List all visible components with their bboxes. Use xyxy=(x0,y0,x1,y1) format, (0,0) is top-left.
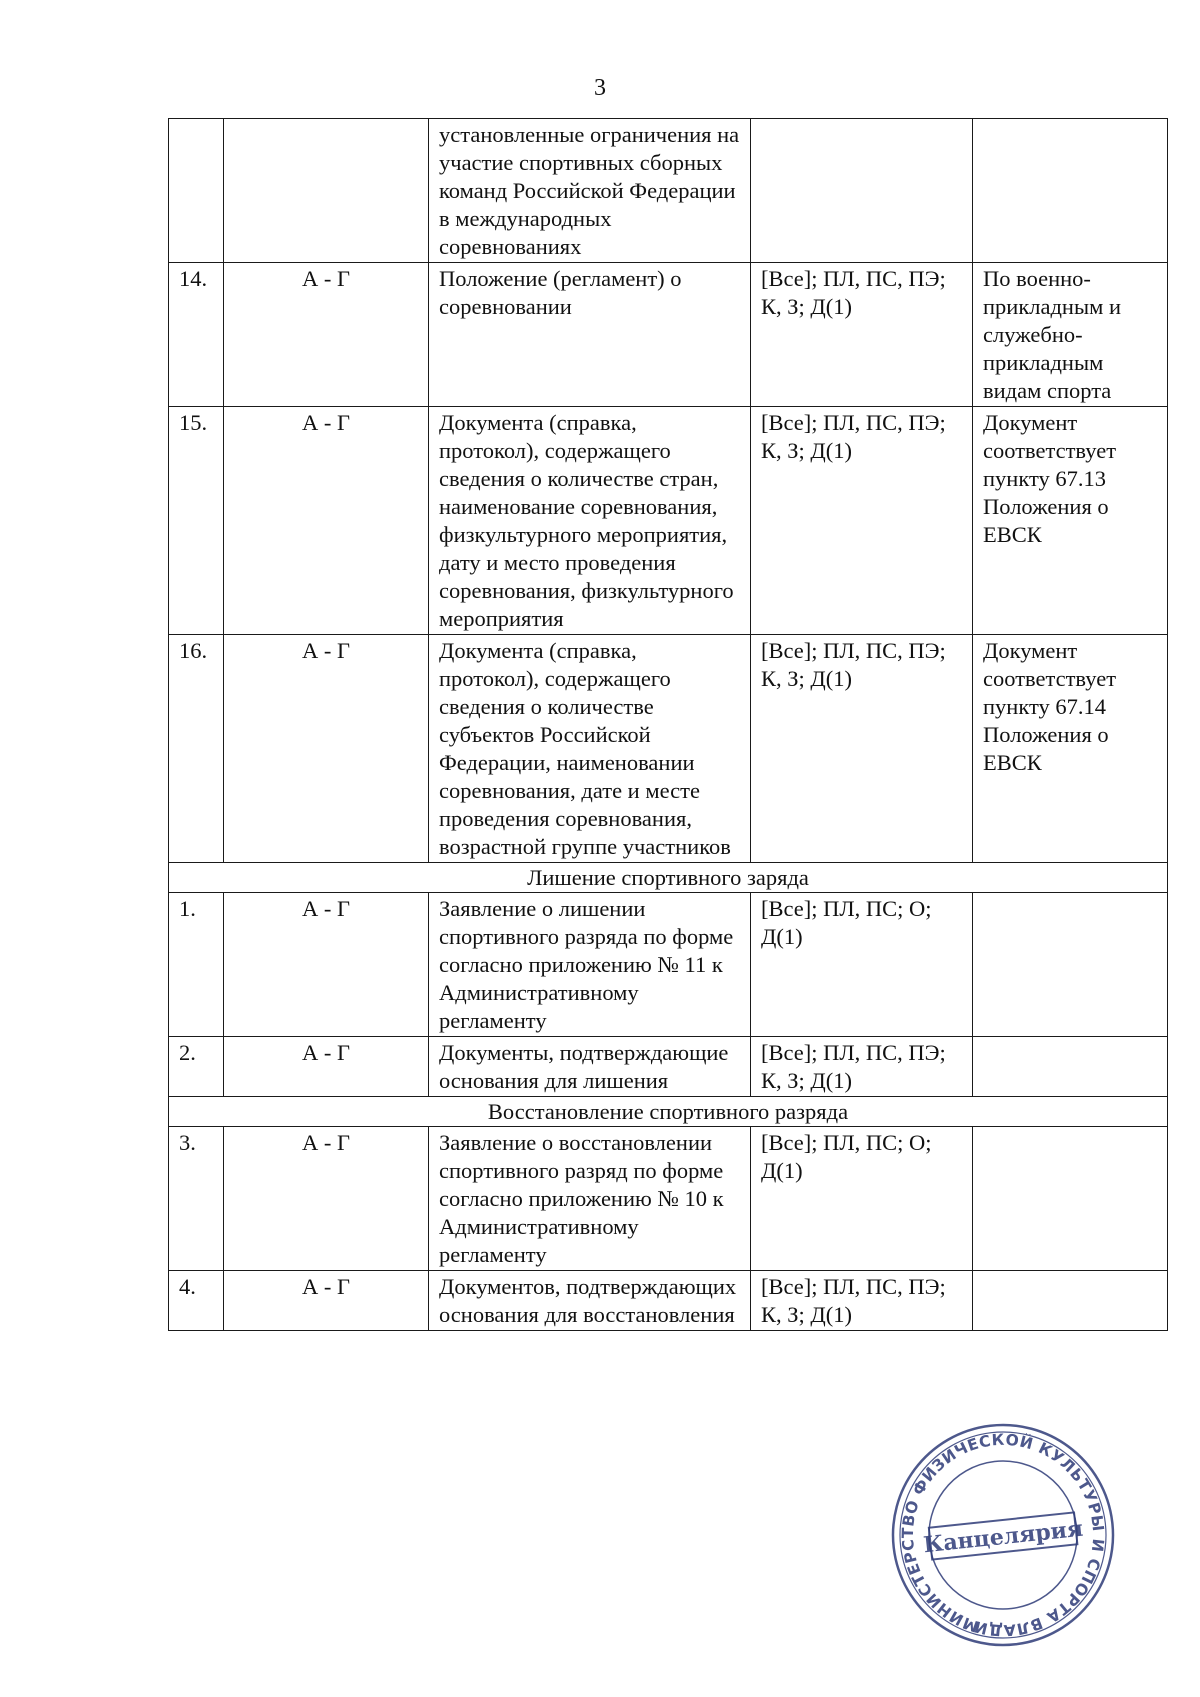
row-document: Документов, подтверждающих основания для восстановления xyxy=(429,1271,751,1331)
row-number: 16. xyxy=(169,635,224,863)
table-row xyxy=(169,635,1168,863)
section-row xyxy=(169,1097,1168,1127)
row-document: Документы, подтверждающие основания для лишения xyxy=(429,1037,751,1097)
table-row xyxy=(169,263,1168,407)
row-category: А - Г xyxy=(224,1037,429,1097)
section-heading-deprivation: Лишение спортивного заряда xyxy=(169,863,1168,893)
row-number: 2. xyxy=(169,1037,224,1097)
row-note: Документ соответствует пункту 67.13 Положения о ЕВСК xyxy=(973,407,1168,635)
row-number xyxy=(169,119,224,263)
row-number: 14. xyxy=(169,263,224,407)
row-note xyxy=(973,1037,1168,1097)
row-category: А - Г xyxy=(224,407,429,635)
row-document: Документа (справка, протокол), содержащего сведения о количестве стран, наименование соревнования, физкультурного мероприятия, дату и место проведения соревнования, физкультурного мероприятия xyxy=(429,407,751,635)
section-heading-restoration: Восстановление спортивного разряда xyxy=(169,1097,1168,1127)
row-note xyxy=(973,1127,1168,1271)
row-document: Документа (справка, протокол), содержащего сведения о количестве субъектов Российской Федерации, наименовании соревнования, дате и месте проведения соревнования, возрастной группе участников xyxy=(429,635,751,863)
table-row xyxy=(169,407,1168,635)
row-category: А - Г xyxy=(224,893,429,1037)
row-category: А - Г xyxy=(224,1271,429,1331)
row-category xyxy=(224,119,429,263)
section-row xyxy=(169,863,1168,893)
row-note: По военно-прикладным и служебно-прикладным видам спорта xyxy=(973,263,1168,407)
row-number: 3. xyxy=(169,1127,224,1271)
table-row xyxy=(169,119,1168,263)
row-applies: [Все]; ПЛ, ПС; О; Д(1) xyxy=(751,893,973,1037)
row-applies: [Все]; ПЛ, ПС; О; Д(1) xyxy=(751,1127,973,1271)
row-applies xyxy=(751,119,973,263)
row-number: 1. xyxy=(169,893,224,1037)
row-applies: [Все]; ПЛ, ПС, ПЭ; К, З; Д(1) xyxy=(751,263,973,407)
row-number: 4. xyxy=(169,1271,224,1331)
row-number: 15. xyxy=(169,407,224,635)
row-applies: [Все]; ПЛ, ПС, ПЭ; К, З; Д(1) xyxy=(751,1037,973,1097)
row-applies: [Все]; ПЛ, ПС, ПЭ; К, З; Д(1) xyxy=(751,1271,973,1331)
row-note xyxy=(973,119,1168,263)
office-stamp xyxy=(888,1420,1118,1650)
table-row xyxy=(169,1127,1168,1271)
row-document: Заявление о лишении спортивного разряда по форме согласно приложению № 11 к Административному регламенту xyxy=(429,893,751,1037)
row-category: А - Г xyxy=(224,1127,429,1271)
row-category: А - Г xyxy=(224,263,429,407)
row-document: установленные ограничения на участие спортивных сборных команд Российской Федерации в международных соревнованиях xyxy=(429,119,751,263)
table-row xyxy=(169,893,1168,1037)
documents-table xyxy=(168,118,1168,1331)
row-category: А - Г xyxy=(224,635,429,863)
row-document: Положение (регламент) о соревновании xyxy=(429,263,751,407)
row-note: Документ соответствует пункту 67.14 Положения о ЕВСК xyxy=(973,635,1168,863)
page-number: 3 xyxy=(594,75,606,101)
row-note xyxy=(973,893,1168,1037)
stamp-center-text: Канцелярия xyxy=(922,1515,1085,1559)
row-applies: [Все]; ПЛ, ПС, ПЭ; К, З; Д(1) xyxy=(751,407,973,635)
row-note xyxy=(973,1271,1168,1331)
table-row xyxy=(169,1037,1168,1097)
row-document: Заявление о восстановлении спортивного разряд по форме согласно приложению № 10 к Административному регламенту xyxy=(429,1127,751,1271)
table-row xyxy=(169,1271,1168,1331)
row-applies: [Все]; ПЛ, ПС, ПЭ; К, З; Д(1) xyxy=(751,635,973,863)
stamp-ring-text: МИНИСТЕРСТВО ФИЗИЧЕСКОЙ КУЛЬТУРЫ И СПОРТА ВЛАДИМИРСКОЙ xyxy=(898,1430,1108,1640)
